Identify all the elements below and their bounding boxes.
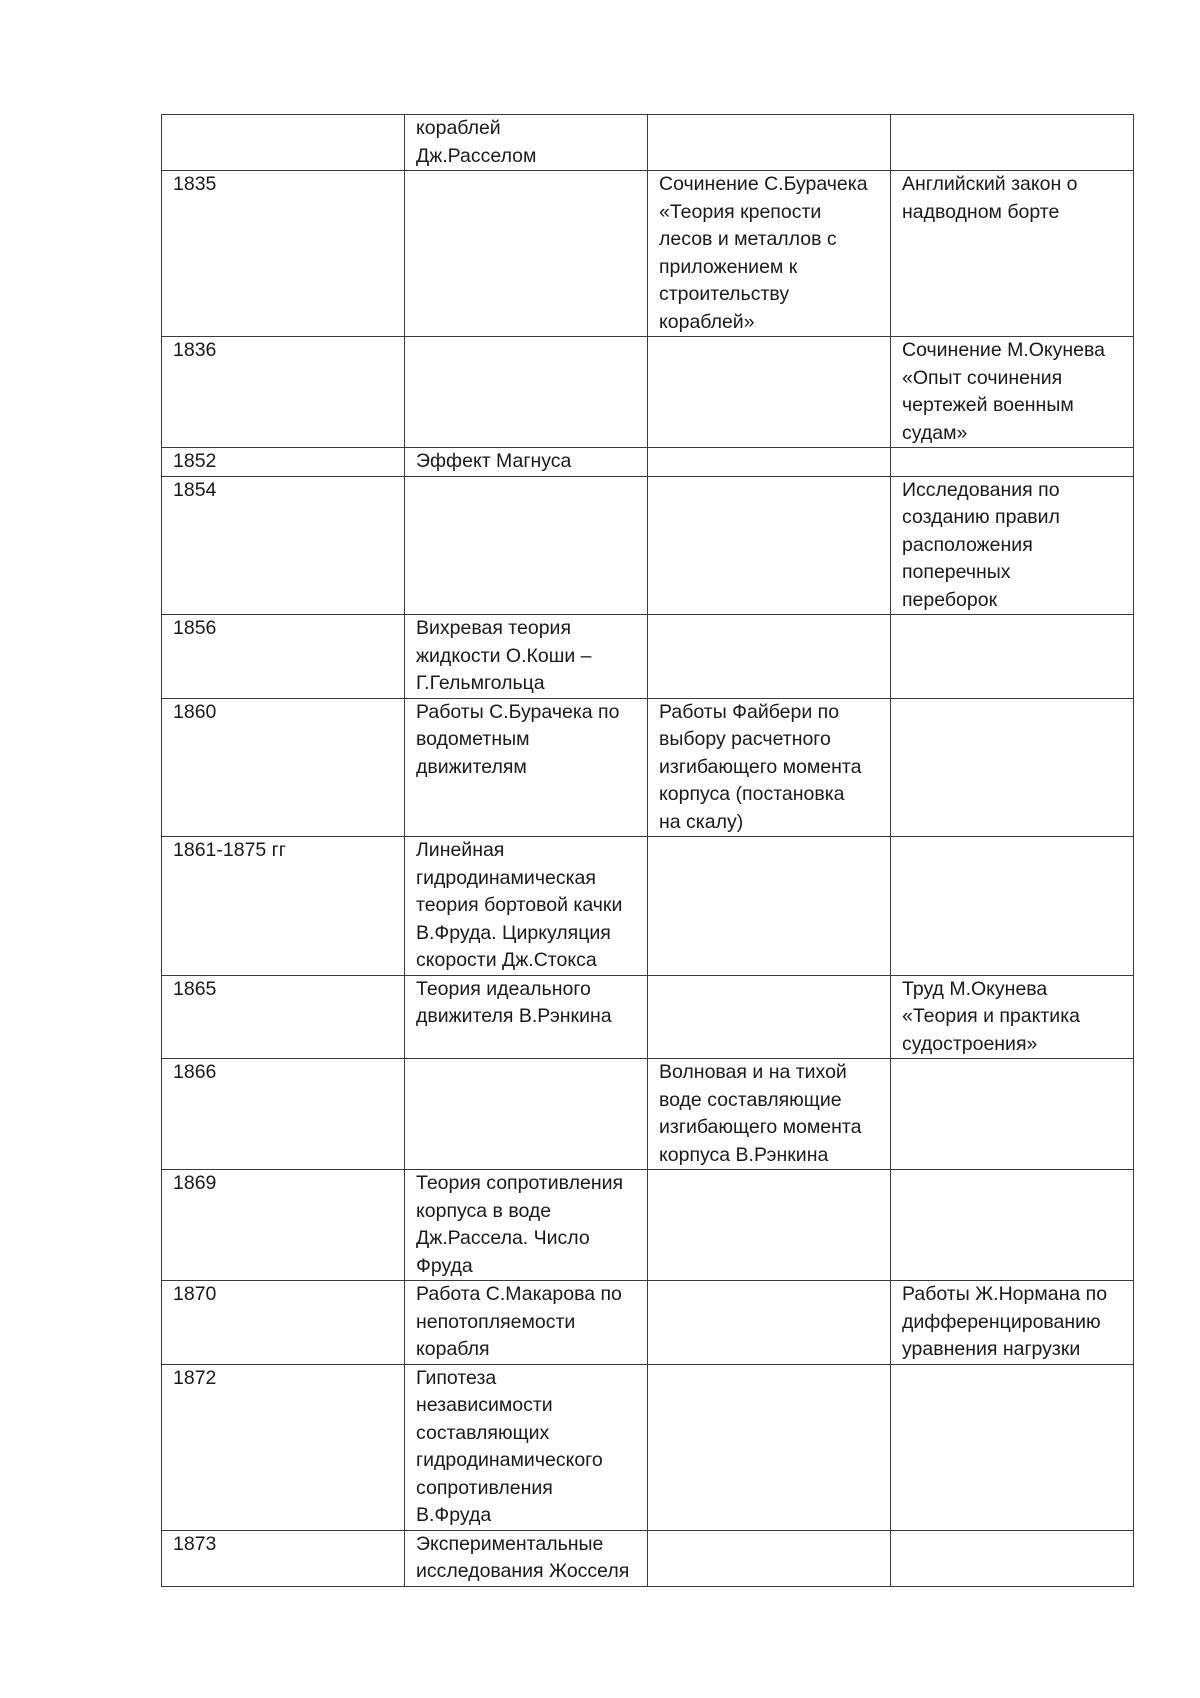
strength-cell: Работы Файбери по выбору расчетного изгибающего момента корпуса (постановка на скалу)	[648, 698, 891, 837]
hydrodynamics-cell: Работы С.Бурачека по водометным движителям	[405, 698, 648, 837]
year-cell: 1836	[162, 337, 405, 448]
design-cell	[891, 698, 1134, 837]
hydrodynamics-cell: Экспериментальные исследования Жосселя	[405, 1530, 648, 1586]
table-row	[162, 476, 1134, 615]
table-row	[162, 1170, 1134, 1281]
strength-cell: Сочинение С.Бурачека «Теория крепости лесов и металлов с приложением к строительству кораблей»	[648, 171, 891, 337]
strength-cell	[648, 837, 891, 976]
design-cell	[891, 615, 1134, 699]
strength-cell	[648, 1170, 891, 1281]
table-row	[162, 115, 1134, 171]
year-cell: 1870	[162, 1281, 405, 1365]
strength-cell	[648, 1364, 891, 1530]
table-row	[162, 975, 1134, 1059]
table-row	[162, 615, 1134, 699]
design-cell: Работы Ж.Нормана по дифференцированию уравнения нагрузки	[891, 1281, 1134, 1365]
hydrodynamics-cell	[405, 476, 648, 615]
year-cell	[162, 115, 405, 171]
year-cell: 1873	[162, 1530, 405, 1586]
year-cell: 1861-1875 гг	[162, 837, 405, 976]
design-cell: Труд М.Окунева «Теория и практика судостроения»	[891, 975, 1134, 1059]
table-row	[162, 1281, 1134, 1365]
design-cell: Английский закон о надводном борте	[891, 171, 1134, 337]
design-cell	[891, 1530, 1134, 1586]
hydrodynamics-cell	[405, 171, 648, 337]
design-cell	[891, 1059, 1134, 1170]
hydrodynamics-cell: кораблей Дж.Расселом	[405, 115, 648, 171]
hydrodynamics-cell: Работа С.Макарова по непотопляемости корабля	[405, 1281, 648, 1365]
year-cell: 1866	[162, 1059, 405, 1170]
design-cell	[891, 1364, 1134, 1530]
table-row	[162, 1364, 1134, 1530]
year-cell: 1869	[162, 1170, 405, 1281]
hydrodynamics-cell	[405, 1059, 648, 1170]
design-cell	[891, 837, 1134, 976]
table-row	[162, 1530, 1134, 1586]
table-row	[162, 698, 1134, 837]
history-table	[161, 114, 1134, 1587]
hydrodynamics-cell: Теория идеального движителя В.Рэнкина	[405, 975, 648, 1059]
year-cell: 1865	[162, 975, 405, 1059]
hydrodynamics-cell	[405, 337, 648, 448]
design-cell: Сочинение М.Окунева «Опыт сочинения чертежей военным судам»	[891, 337, 1134, 448]
year-cell: 1856	[162, 615, 405, 699]
hydrodynamics-cell: Гипотеза независимости составляющих гидродинамического сопротивления В.Фруда	[405, 1364, 648, 1530]
hydrodynamics-cell: Линейная гидродинамическая теория бортовой качки В.Фруда. Циркуляция скорости Дж.Стокса	[405, 837, 648, 976]
year-cell: 1872	[162, 1364, 405, 1530]
strength-cell	[648, 615, 891, 699]
strength-cell	[648, 448, 891, 477]
strength-cell	[648, 1281, 891, 1365]
design-cell	[891, 1170, 1134, 1281]
strength-cell	[648, 975, 891, 1059]
year-cell: 1852	[162, 448, 405, 477]
table-row	[162, 337, 1134, 448]
strength-cell	[648, 1530, 891, 1586]
hydrodynamics-cell: Теория сопротивления корпуса в воде Дж.Рассела. Число Фруда	[405, 1170, 648, 1281]
strength-cell: Волновая и на тихой воде составляющие изгибающего момента корпуса В.Рэнкина	[648, 1059, 891, 1170]
strength-cell	[648, 337, 891, 448]
design-cell	[891, 448, 1134, 477]
year-cell: 1860	[162, 698, 405, 837]
strength-cell	[648, 476, 891, 615]
table-row	[162, 1059, 1134, 1170]
hydrodynamics-cell: Вихревая теория жидкости О.Коши – Г.Гельмгольца	[405, 615, 648, 699]
table-row	[162, 448, 1134, 477]
design-cell	[891, 115, 1134, 171]
table-row	[162, 171, 1134, 337]
table-row	[162, 837, 1134, 976]
hydrodynamics-cell: Эффект Магнуса	[405, 448, 648, 477]
design-cell: Исследования по созданию правил расположения поперечных переборок	[891, 476, 1134, 615]
year-cell: 1854	[162, 476, 405, 615]
year-cell: 1835	[162, 171, 405, 337]
strength-cell	[648, 115, 891, 171]
